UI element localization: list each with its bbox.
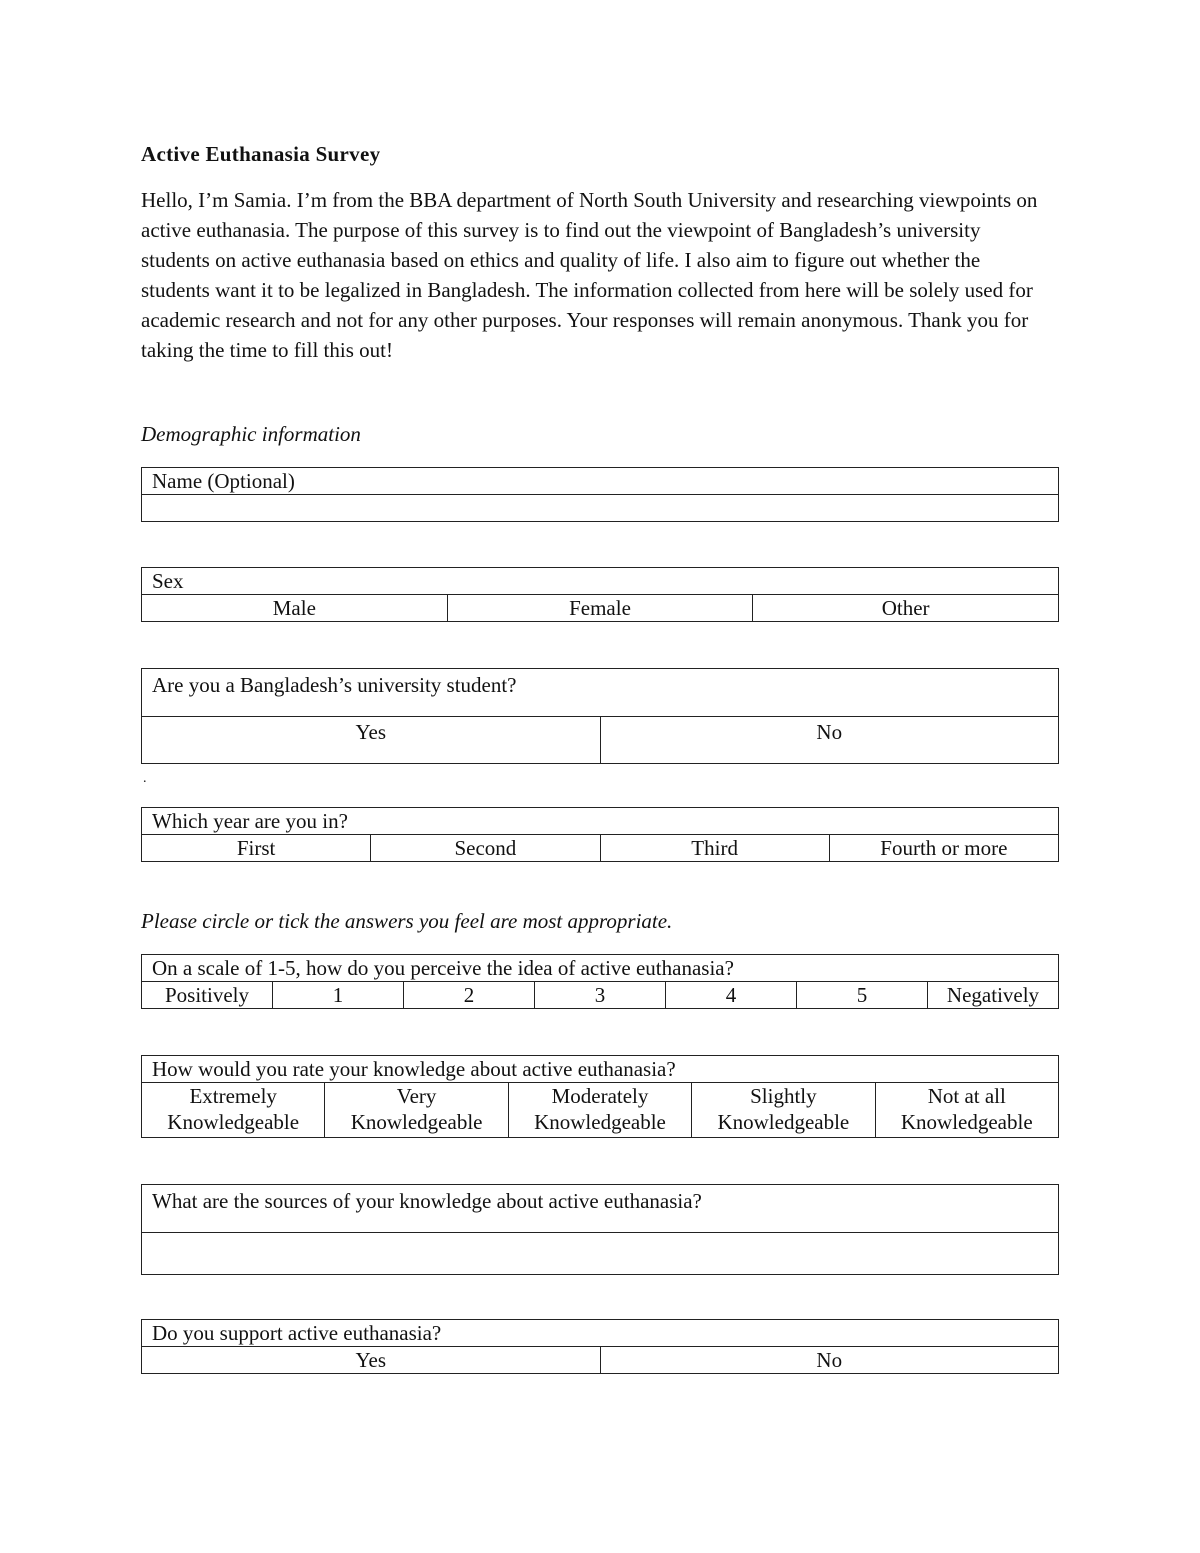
knowledge-option-slightly[interactable] bbox=[692, 1083, 875, 1138]
intro-text: Hello, I’m Samia. I’m from the BBA department of North South University and researching viewpoints on active euthanasia. The purpose of this survey is to find out the viewpoint of Bangladesh’s university students on active euthanasia based on ethics and quality of life. I also aim to figure out whether the students want it to be legalized in Bangladesh. The information collected from here will be solely used for academic research and not for any other purposes. Your responses will remain anonymous. Thank you for taking the time to fill this out! bbox=[141, 188, 1038, 362]
intro-paragraph bbox=[141, 185, 1051, 365]
knowledge-option-line1: Extremely bbox=[189, 1084, 277, 1108]
sex-prompt: Sex bbox=[142, 568, 1059, 595]
knowledge-option-line2: Knowledgeable bbox=[717, 1110, 850, 1134]
knowledge-prompt: How would you rate your knowledge about active euthanasia? bbox=[142, 1056, 1059, 1083]
knowledge-option-very[interactable] bbox=[325, 1083, 508, 1138]
student-option-no[interactable]: No bbox=[600, 717, 1059, 764]
sex-question-table bbox=[141, 567, 1059, 622]
perception-label-negatively: Negatively bbox=[928, 982, 1059, 1009]
year-option-fourth-or-more[interactable]: Fourth or more bbox=[829, 835, 1058, 862]
knowledge-option-line1: Moderately bbox=[551, 1084, 649, 1108]
year-option-third[interactable]: Third bbox=[600, 835, 829, 862]
name-prompt: Name (Optional) bbox=[142, 468, 1059, 495]
perception-option-5[interactable]: 5 bbox=[797, 982, 928, 1009]
knowledge-option-not-at-all[interactable] bbox=[875, 1083, 1058, 1138]
sources-prompt: What are the sources of your knowledge about active euthanasia? bbox=[142, 1185, 1059, 1233]
knowledge-option-line2: Knowledgeable bbox=[534, 1110, 666, 1134]
survey-title: Active Euthanasia Survey bbox=[141, 142, 381, 166]
sources-answer-field[interactable] bbox=[142, 1233, 1059, 1275]
stray-mark: . bbox=[143, 771, 147, 786]
perception-label-positively: Positively bbox=[142, 982, 273, 1009]
knowledge-option-line2: Knowledgeable bbox=[350, 1110, 483, 1134]
sex-option-male[interactable]: Male bbox=[142, 595, 448, 622]
name-answer-field[interactable] bbox=[142, 495, 1059, 522]
year-option-second[interactable]: Second bbox=[371, 835, 600, 862]
knowledge-option-moderately[interactable] bbox=[508, 1083, 691, 1138]
knowledge-option-line2: Knowledgeable bbox=[167, 1110, 300, 1134]
support-option-yes[interactable]: Yes bbox=[142, 1347, 601, 1374]
knowledge-option-line1: Not at all bbox=[927, 1084, 1006, 1108]
knowledge-option-line2: Knowledgeable bbox=[900, 1110, 1033, 1134]
knowledge-option-line1: Very bbox=[396, 1084, 437, 1108]
knowledge-question-table bbox=[141, 1055, 1059, 1138]
perception-option-1[interactable]: 1 bbox=[273, 982, 404, 1009]
instructions-heading: Please circle or tick the answers you feel are most appropriate. bbox=[141, 909, 673, 933]
perception-option-2[interactable]: 2 bbox=[404, 982, 535, 1009]
perception-option-3[interactable]: 3 bbox=[535, 982, 666, 1009]
knowledge-option-line1: Slightly bbox=[750, 1084, 817, 1108]
sources-question-table bbox=[141, 1184, 1059, 1275]
sex-option-female[interactable]: Female bbox=[447, 595, 753, 622]
demographic-heading: Demographic information bbox=[141, 422, 361, 446]
year-question-table bbox=[141, 807, 1059, 862]
support-option-no[interactable]: No bbox=[600, 1347, 1059, 1374]
knowledge-option-extremely[interactable] bbox=[142, 1083, 325, 1138]
perception-question-table bbox=[141, 954, 1059, 1009]
year-prompt: Which year are you in? bbox=[142, 808, 1059, 835]
student-prompt: Are you a Bangladesh’s university student? bbox=[142, 669, 1059, 717]
year-option-first[interactable]: First bbox=[142, 835, 371, 862]
student-option-yes[interactable]: Yes bbox=[142, 717, 601, 764]
perception-option-4[interactable]: 4 bbox=[666, 982, 797, 1009]
support-question-table bbox=[141, 1319, 1059, 1374]
support-prompt: Do you support active euthanasia? bbox=[142, 1320, 1059, 1347]
student-question-table bbox=[141, 668, 1059, 764]
perception-prompt: On a scale of 1-5, how do you perceive the idea of active euthanasia? bbox=[142, 955, 1059, 982]
sex-option-other[interactable]: Other bbox=[753, 595, 1059, 622]
name-question-table bbox=[141, 467, 1059, 522]
